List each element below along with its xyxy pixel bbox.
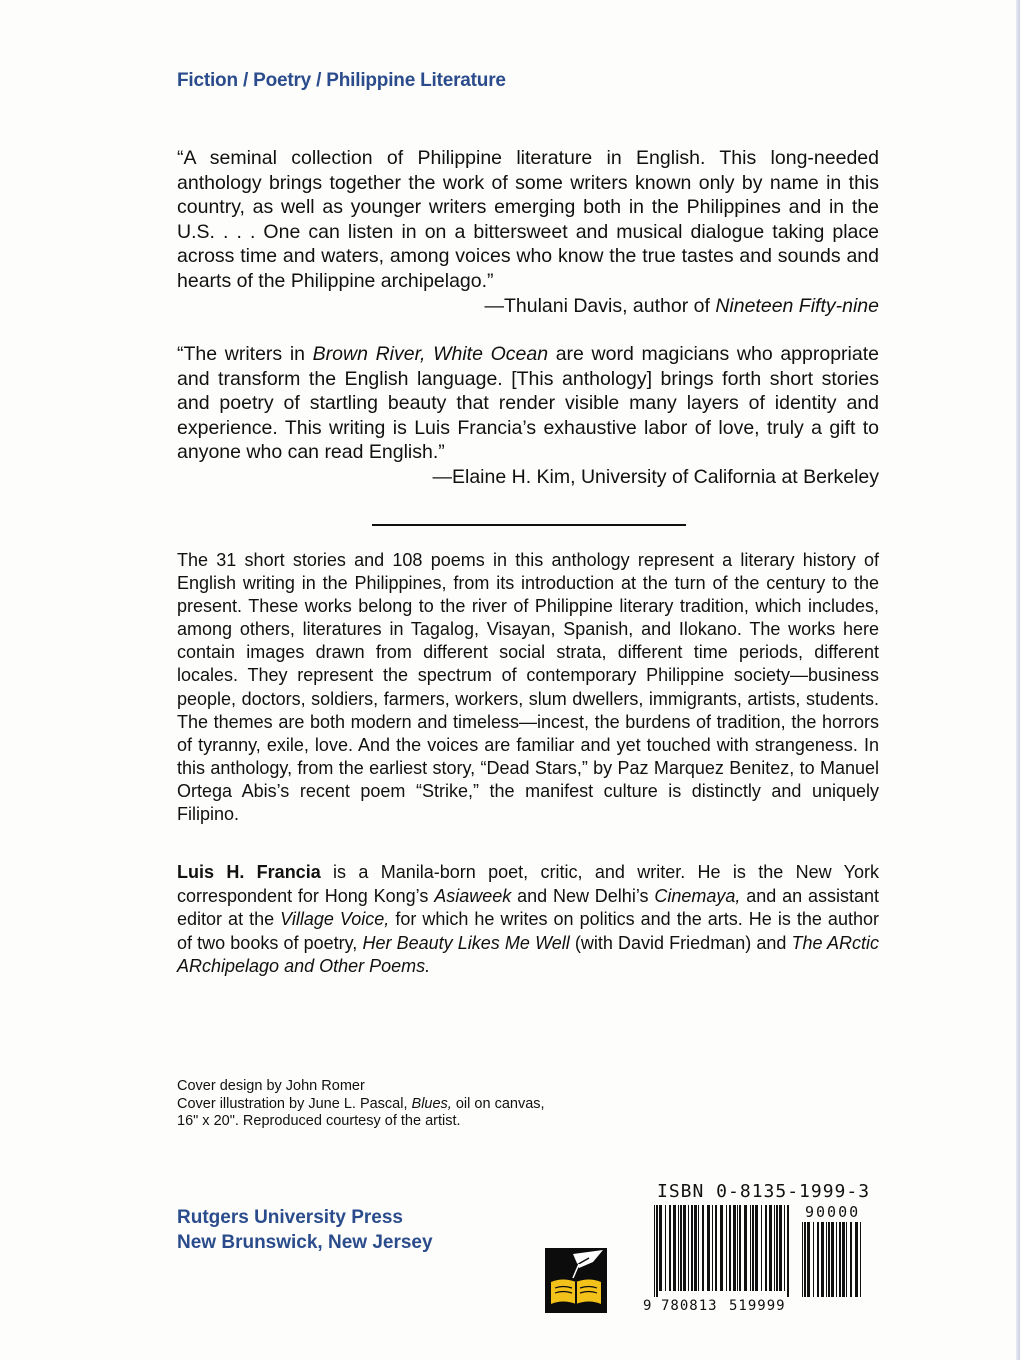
barcode-bar bbox=[694, 1205, 697, 1291]
barcode-bar bbox=[755, 1205, 758, 1291]
barcode-bar bbox=[654, 1205, 655, 1297]
isbn-label: ISBN 0-8135-1999-3 bbox=[657, 1181, 871, 1202]
barcode-bar bbox=[776, 1205, 778, 1291]
barcode-bar bbox=[807, 1222, 810, 1297]
publisher-block bbox=[177, 1205, 433, 1255]
barcode-bar bbox=[720, 1205, 723, 1291]
barcode-bar bbox=[784, 1205, 785, 1291]
price-code: 90000 bbox=[805, 1203, 861, 1221]
barcode-bar bbox=[774, 1205, 775, 1291]
barcode-bar bbox=[836, 1222, 837, 1297]
cited-book-title: Nineteen Fifty-nine bbox=[715, 294, 879, 317]
quote-text: “A seminal collection of Philippine literature in English. This long-needed anthology brings together the work of some writers known only by name in this country, as well as younger writers emerging both in the Philippines and in the U.S. . . . One can listen in on a bittersweet and musical dialogue taking place across time and waters, among voices who know the true tastes and sounds and hearts of the Philippine archipelago.” bbox=[177, 147, 879, 292]
barcode-bar bbox=[688, 1205, 689, 1291]
barcode-right-digits: 519999 bbox=[729, 1298, 786, 1314]
author-bio: Luis H. Francia is a Manila-born poet, critic, and writer. He is the New York correspondent for Hong Kong’s Asiaweek and New Delhi’s Cinemaya, and an assistant editor at the Village Voice, for which he writes on politics and the arts. He is the author of two books of poetry, Her Beauty Likes Me Well (with David Friedman) and The ARctic ARchipelago and Other Poems. bbox=[177, 862, 880, 976]
barcode-bar bbox=[656, 1205, 658, 1297]
book-description: The 31 short stories and 108 poems in this anthology represent a literary history of English writing in the Philippines, from its introduction at the turn of the century to the present. These works belong to the river of Philippine literary tradition, which includes, among others, literatures in Tagalog, Visayan, Spanish, and Ilokano. The works here contain images drawn from different social strata, different time periods, different locales. They represent the spectrum of contemporary Philippine society—business people, doctors, soldiers, farmers, workers, slum dwellers, immigrants, artists, students. The themes are both modern and timeless—incest, the burdens of tradition, the horrors of tyranny, exile, love. And the voices are familiar and yet touched with strangeness. In this anthology, from the earliest story, “Dead Stars,” by Paz Marquez Benitez, to Manuel Ortega Abis’s recent poem “Strike,” the manifest culture is distinctly and uniquely Filipino. bbox=[177, 550, 879, 825]
isbn-barcode bbox=[654, 1205, 794, 1297]
barcode-bar bbox=[831, 1222, 834, 1297]
barcode-bar bbox=[733, 1205, 736, 1291]
barcode-bar bbox=[698, 1205, 699, 1291]
barcode-bar bbox=[680, 1205, 682, 1291]
barcode-bar bbox=[678, 1205, 679, 1291]
publisher-location: New Brunswick, New Jersey bbox=[177, 1232, 433, 1253]
barcode-bar bbox=[665, 1205, 666, 1291]
barcode-lead-digit: 9 bbox=[643, 1298, 652, 1314]
review-quote-davis bbox=[177, 146, 879, 318]
barcode-bar bbox=[726, 1205, 727, 1291]
quote-attribution: —Elaine H. Kim, University of California at Berkeley bbox=[432, 465, 879, 488]
artwork-size-credit: 16" x 20". Reproduced courtesy of the artist. bbox=[177, 1113, 461, 1129]
barcode-bar bbox=[769, 1205, 772, 1291]
barcode-bar bbox=[855, 1222, 858, 1297]
barcode-bar bbox=[707, 1205, 710, 1291]
barcode-bar bbox=[839, 1222, 841, 1297]
barcode-bar bbox=[765, 1205, 767, 1291]
barcode-bar bbox=[761, 1205, 762, 1291]
press-logo-icon bbox=[545, 1248, 607, 1313]
barcode-bar bbox=[821, 1222, 824, 1297]
barcode-bar bbox=[673, 1205, 676, 1291]
cover-design-credit: Cover design by John Romer bbox=[177, 1078, 365, 1094]
barcode-bar bbox=[715, 1205, 717, 1291]
barcode-bar bbox=[804, 1222, 806, 1297]
barcode-bar bbox=[846, 1222, 847, 1297]
barcode-bar bbox=[669, 1205, 671, 1291]
divider-rule bbox=[372, 524, 686, 526]
barcode-bar bbox=[729, 1205, 731, 1291]
barcode-bar bbox=[750, 1205, 751, 1291]
barcode-bar bbox=[744, 1205, 747, 1291]
barcode-bar bbox=[739, 1205, 741, 1291]
barcode-bar bbox=[826, 1222, 827, 1297]
barcode-bar bbox=[787, 1205, 789, 1297]
barcode-bar bbox=[860, 1222, 861, 1297]
barcode-bar bbox=[702, 1205, 704, 1291]
quote-text: “The writers in Brown River, White Ocean are word magicians who appropriate and transform the English language. [This anthology] brings forth short stories and poetry of startling beauty that render visible many layers of identity and experience. This writing is Luis Francia’s exhaustive labor of love, truly a gift to anyone who can read English.” bbox=[177, 343, 879, 464]
review-quote-kim bbox=[177, 342, 879, 490]
quote-attribution: —Thulani Davis, author of Nineteen Fifty-nine bbox=[484, 294, 879, 317]
barcode-bar bbox=[817, 1222, 819, 1297]
barcode-bar bbox=[752, 1205, 754, 1291]
publisher-name: Rutgers University Press bbox=[177, 1207, 403, 1228]
category-label: Fiction / Poetry / Philippine Literature bbox=[177, 70, 506, 91]
price-addon-barcode bbox=[802, 1222, 864, 1297]
barcode-bar bbox=[712, 1205, 713, 1291]
page-edge bbox=[1016, 0, 1020, 1360]
barcode-bar bbox=[802, 1222, 803, 1297]
cover-illustration-credit: Cover illustration by June L. Pascal, Blues, oil on canvas, bbox=[177, 1095, 545, 1112]
barcode-bar bbox=[683, 1205, 686, 1291]
barcode-bar bbox=[828, 1222, 830, 1297]
book-title: Brown River, White Ocean bbox=[312, 343, 549, 365]
author-name: Luis H. Francia bbox=[177, 862, 321, 882]
barcode-bar bbox=[813, 1222, 814, 1297]
barcode-bar bbox=[779, 1205, 782, 1291]
barcode-bar bbox=[842, 1222, 845, 1297]
barcode-left-digits: 780813 bbox=[661, 1298, 718, 1314]
barcode-bar bbox=[691, 1205, 693, 1291]
barcode-bar bbox=[737, 1205, 738, 1291]
barcode-bar bbox=[850, 1222, 852, 1297]
cover-credits bbox=[177, 1078, 545, 1131]
barcode-bar bbox=[659, 1205, 662, 1291]
